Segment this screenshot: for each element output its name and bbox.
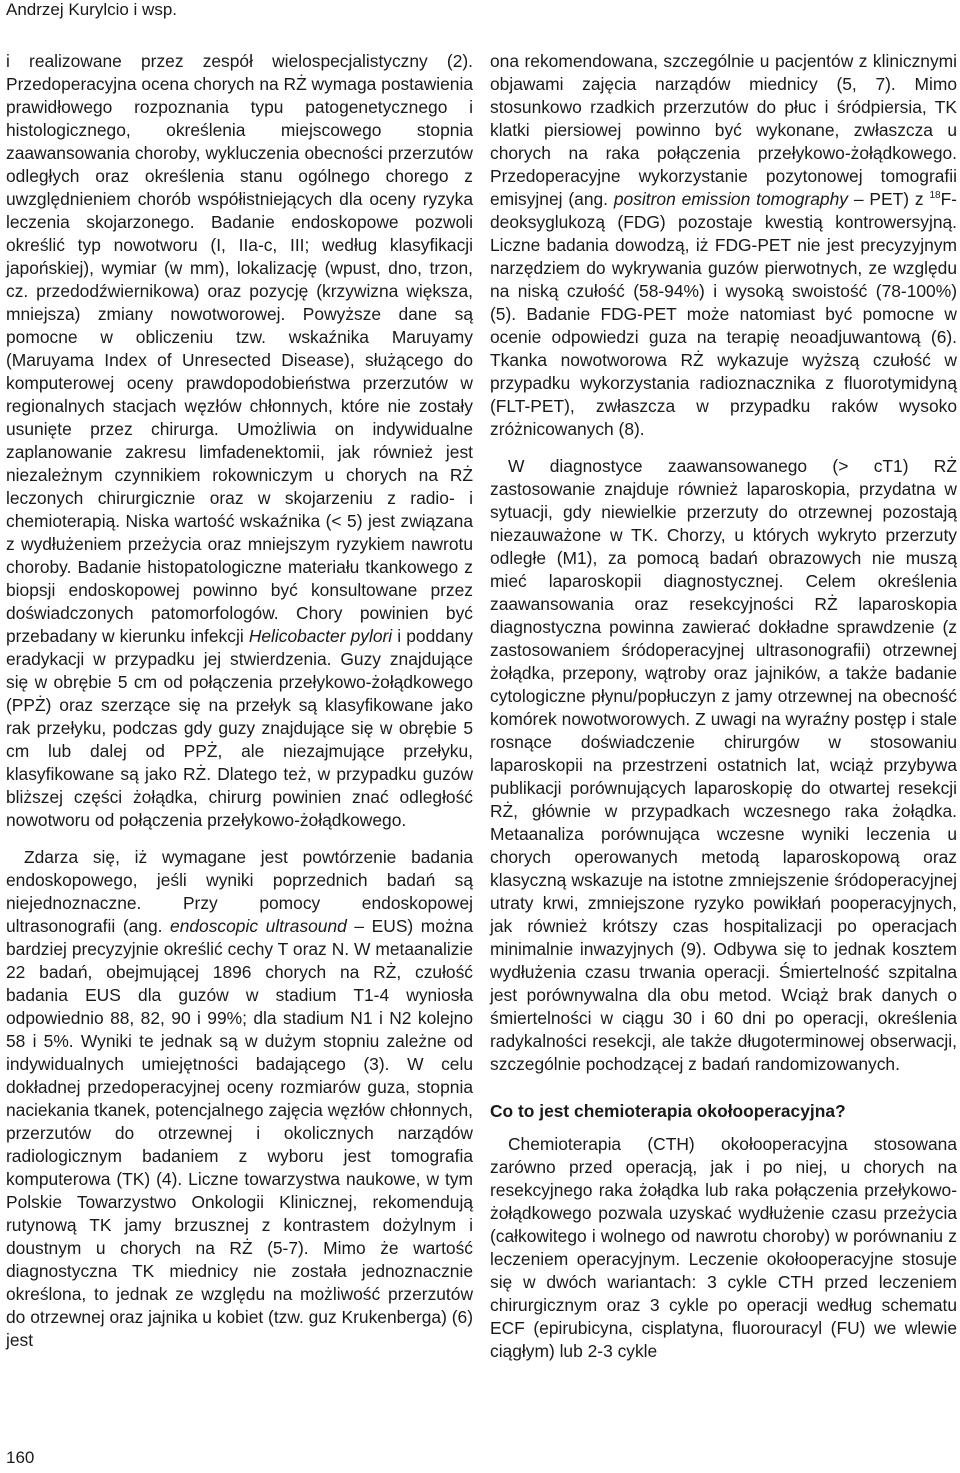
paragraph [6, 846, 473, 1352]
italic-term: positron emission tomography [613, 189, 848, 209]
paragraph [6, 50, 473, 832]
paragraph: Chemioterapia (CTH) okołooperacyjna stosowana zarówno przed operacją, jak i po niej, u chorych na resekcyjnego raka żołądka lub raka połączenia przełykowo-żołądkowego pozwala uzyskać wydłużenie czasu przeżycia (całkowitego i wolnego od nawrotu choroby) w porównaniu z leczeniem operacyjnym. Leczenie okołooperacyjne stosuje się w dwóch wariantach: 3 cykle CTH przed leczeniem chirurgicznym oraz 3 cykle po operacji według schematu ECF (epirubicyna, cisplatyna, fluorouracyl (FU) we wlewie ciągłym) lub 2-3 cykle [490, 1134, 957, 1361]
paragraph-text: ona rekomendowana, szczególnie u pacjentów z klinicznymi objawami zajęcia narządów miednicy (5, 7). Mimo stosunkowo rzadkich przerzutów do płuc i śródpiersia, TK klatki piersiowej powinno być wykonane, zwłaszcza u chorych na raka połączenia przełykowo-żołądkowego. Przedoperacyjne wykorzystanie pozytonowej tomografii emisyjnej (ang. [490, 51, 957, 209]
paragraph-text: i poddany eradykacji w przypadku jej stwierdzenia. Guzy znajdujące się w obrębie 5 cm od połączenia przełykowo-żołądkowego (PPŻ) oraz szerzące się na przełyk są klasyfikowane jako rak przełyku, podczas gdy guzy znajdujące się w obrębie 5 cm lub dalej od PPŻ, ale niezajmujące przełyku, klasyfikowane są jako RŻ. Dlatego też, w przypadku guzów bliższej części żołądka, chirurg powinien znać odległość nowotworu od połączenia przełykowo-żołądkowego. [6, 626, 473, 830]
paragraph-text: F-deoksyglukozą (FDG) pozostaje kwestią kontrowersyjną. Liczne badania dowodzą, iż FDG-PET nie jest precyzyjnym narzędziem do wykrywania guzów pierwotnych, ze względu na niską czułość (58-94%) i wysoką swoistość (78-100%) (5). Badanie FDG-PET może natomiast być pomocne w ocenie odpowiedzi guza na terapię neoadjuwantową (6). Tkanka nowotworowa RŻ wykazuje wyższą czułość w przypadku wykorzystania radioznacznika z fluorotymidyną (FLT-PET), zwłaszcza w przypadku raków wysoko zróżnicowanych (8). [490, 189, 957, 439]
superscript: 18 [929, 190, 941, 202]
paragraph: W diagnostyce zaawansowanego (> cT1) RŻ zastosowanie znajduje również laparoskopia, przydatna w sytuacji, gdy niewielkie przerzuty do otrzewnej pozostają niezauważone w TK. Chorzy, u których wykryto przerzuty odległe (M1), za pomocą badań obrazowych nie muszą mieć laparoskopii diagnostycznej. Celem określenia zaawansowania oraz resekcyjności RŻ laparoskopia diagnostyczna powinna zawierać dokładne sprawdzenie (z zastosowaniem śródoperacyjnej ultrasonografii) otrzewnej żołądka, przepony, wątroby oraz jajników, a także badanie cytologiczne płynu/popłuczyn z jamy otrzewnej na obecność komórek nowotworowych. Z uwagi na wyraźny postęp i stale rosnące doświadczenie chirurgów w stosowaniu laparoskopii na przestrzeni ostatnich lat, wciąż przybywa publikacji porównujących laparoskopię do otwartej resekcji RŻ, głównie w przypadkach wczesnego raka żołądka. Metaanaliza porównująca wczesne wyniki leczenia u chorych operowanych metodą laparoskopową oraz klasyczną wskazuje na istotne zmniejszenie śródoperacyjnej utraty krwi, zmniejszone ryzyko powikłań pooperacyjnych, jak również krótszy czas hospitalizacji po operacjach minimalnie inwazyjnych (9). Odbywa się to jednak kosztem wydłużenia czasu trwania operacji. Śmiertelność szpitalna jest porównywalna dla obu metod. Wciąż brak danych o śmiertelności w ciągu 30 i 60 dni po operacji, określenia radykalności resekcji, ale także długoterminowej obserwacji, szczególnie pochodzącej z badań randomizowanych. [490, 456, 957, 1074]
paragraph-text: i realizowane przez zespół wielospecjalistyczny (2). Przedoperacyjna ocena chorych na RŻ wymaga postawienia prawidłowego rozpoznania typu patogenetycznego i histologicznego, określenia miejscowego stopnia zaawansowania choroby, wykluczenia obecności przerzutów odległych oraz określenia stanu ogólnego chorego z uwzględnieniem chorób współistniejących dla oceny ryzyka leczenia skojarzonego. Badanie endoskopowe pozwoli określić typ nowotworu (I, IIa-c, III; według klasyfikacji japońskiej), wymiar (w mm), lokalizację (wpust, dno, trzon, cz. przedodźwiernikowa) oraz pozycję (krzywizna większa, mniejsza) zmiany nowotworowej. Powyższe dane są pomocne w obliczeniu tzw. wskaźnika Maruyamy (Maruyama Index of Unresected Disease), służącego do komputerowej oceny prawdopodobieństwa przerzutów w regionalnych stacjach węzłów chłonnych, które nie zostały usunięte przez chirurga. Umożliwia on indywidualne zaplanowanie zakresu limfadenektomii, jak również jest niezależnym czynnikiem rokowniczym u chorych na RŻ leczonych chirurgicznie oraz w skojarzeniu z radio- i chemioterapią. Niska wartość wskaźnika (< 5) jest związana z wydłużeniem przeżycia oraz mniejszym ryzykiem nawrotu choroby. Badanie histopatologiczne materiału tkankowego z biopsji endoskopowej powinno być konsultowane przez doświadczonych patomorfologów. Chory powinien być przebadany w kierunku infekcji [6, 51, 473, 646]
paragraph [490, 50, 957, 441]
running-head: Andrzej Kurylcio i wsp. [6, 0, 178, 19]
left-column [6, 50, 473, 1352]
right-column [490, 50, 957, 1363]
section-heading: Co to jest chemioterapia okołooperacyjna? [490, 1101, 846, 1121]
italic-term: endoscopic ultrasound [170, 916, 347, 936]
page-number: 160 [6, 1448, 35, 1467]
paragraph-text: – EUS) można bardziej precyzyjnie określić cechy T oraz N. W metaanalizie 22 badań, obejmującej 1896 chorych na RŻ, czułość badania EUS dla guzów w stadium T1-4 wyniosła odpowiednio 88, 82, 90 i 99%; dla stadium N1 i N2 kolejno 58 i 5%. Wyniki te jednak są w dużym stopniu zależne od indywidualnych umiejętności badającego (3). W celu dokładnej przedoperacyjnej oceny rozmiarów guza, stopnia naciekania tkanek, potencjalnego zajęcia węzłów chłonnych, przerzutów do otrzewnej i okolicznych narządów radiologicznym badaniem z wyboru jest tomografia komputerowa (TK) (4). Liczne towarzystwa naukowe, w tym Polskie Towarzystwo Onkologii Klinicznej, rekomendują rutynową TK jamy brzusznej z kontrastem dożylnym i doustnym u chorych na RŻ (5-7). Mimo że wartość diagnostyczna TK miednicy nie została jednoznacznie określona, to jednak ze względu na możliwość przerzutów do otrzewnej oraz jajnika u kobiet (tzw. guz Krukenberga) (6) jest [6, 916, 473, 1350]
italic-term: Helicobacter pylori [248, 626, 393, 646]
paragraph-text: Zdarza się, iż wymagane jest powtórzenie badania endoskopowego, jeśli wyniki poprzednich badań są niejednoznaczne. Przy pomocy endoskopowej ultrasonografii (ang. [6, 847, 473, 936]
paragraph-text: – PET) z [847, 189, 930, 209]
